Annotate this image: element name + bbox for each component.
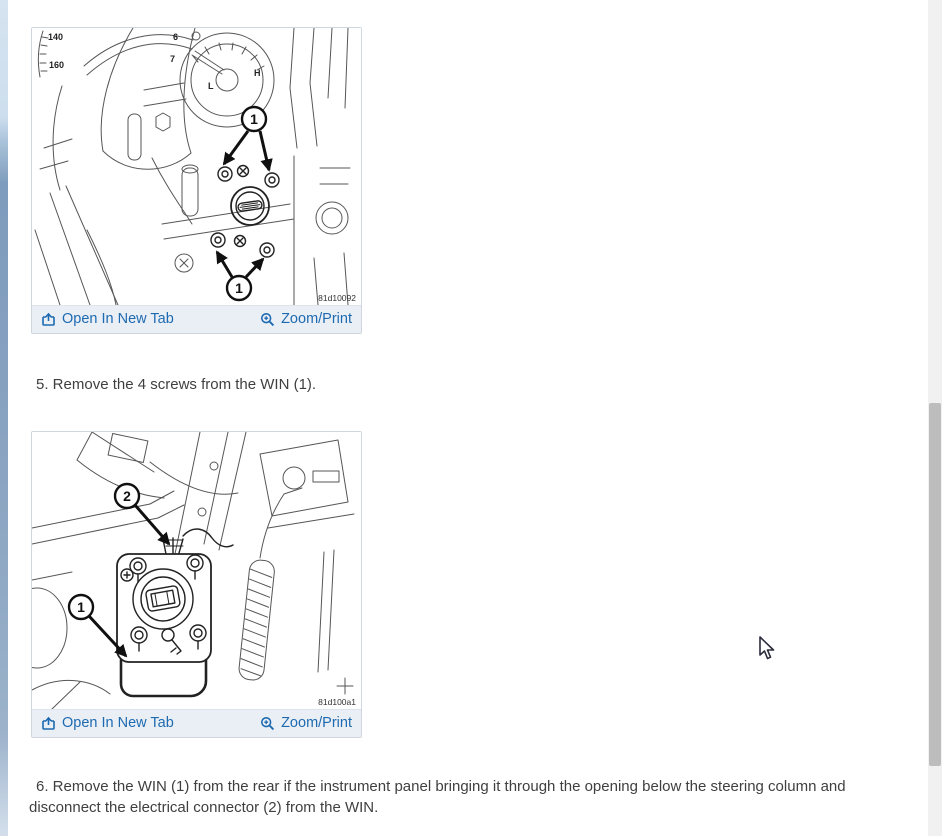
cluster-background-art xyxy=(35,28,350,305)
zoom-print-label: Zoom/Print xyxy=(281,311,352,328)
figure-2-diagram xyxy=(32,432,361,709)
zoom-print-link[interactable] xyxy=(260,716,352,731)
open-in-new-tab-link[interactable] xyxy=(41,312,174,327)
win-screws xyxy=(211,166,279,258)
win-module xyxy=(117,529,233,696)
figure-1-diagram xyxy=(32,28,361,305)
step-6-text: 6. Remove the WIN (1) from the rear if the instrument panel bringing it through the opening below the steering column and disconnect the electrical connector (2) from the WIN. xyxy=(29,778,846,816)
callout-bottom-number: 1 xyxy=(235,280,243,296)
open-in-new-tab-icon xyxy=(41,312,56,327)
background-window-sliver xyxy=(0,0,8,836)
callout-bottom xyxy=(217,252,263,300)
callout-connector-number: 2 xyxy=(123,488,131,504)
tach-label-7: 7 xyxy=(170,54,176,64)
zoom-print-icon xyxy=(260,716,275,731)
speedo-label-160: 160 xyxy=(49,60,65,70)
open-in-new-tab-label: Open In New Tab xyxy=(62,311,174,328)
callout-top-number: 1 xyxy=(250,111,258,127)
vertical-scrollbar[interactable] xyxy=(928,0,942,836)
figure-2-container xyxy=(31,431,362,738)
zoom-print-icon xyxy=(260,312,275,327)
scrollbar-thumb[interactable] xyxy=(929,403,941,766)
speedo-label-140: 140 xyxy=(48,32,64,42)
open-in-new-tab-icon xyxy=(41,716,56,731)
open-in-new-tab-label: Open In New Tab xyxy=(62,715,174,732)
tach-label-H: H xyxy=(254,68,261,78)
win-module-diagram xyxy=(32,432,361,709)
tach-label-L: L xyxy=(208,81,214,91)
figure-1-code: 81d10092 xyxy=(318,293,356,303)
callout-top xyxy=(224,107,269,170)
callout-connector xyxy=(115,484,169,544)
mouse-cursor xyxy=(758,636,776,662)
figure-1-toolbar xyxy=(32,305,361,333)
open-in-new-tab-link[interactable] xyxy=(41,716,174,731)
figure-1-container xyxy=(31,27,362,334)
callout-module-number: 1 xyxy=(77,599,85,615)
zoom-print-label: Zoom/Print xyxy=(281,715,352,732)
figure-2-toolbar xyxy=(32,709,361,737)
step-5-text: 5. Remove the 4 screws from the WIN (1). xyxy=(36,376,317,393)
tach-label-6: 6 xyxy=(173,32,179,42)
win-screws-diagram xyxy=(32,28,361,305)
figure-2-code: 81d100a1 xyxy=(318,697,356,707)
zoom-print-link[interactable] xyxy=(260,312,352,327)
